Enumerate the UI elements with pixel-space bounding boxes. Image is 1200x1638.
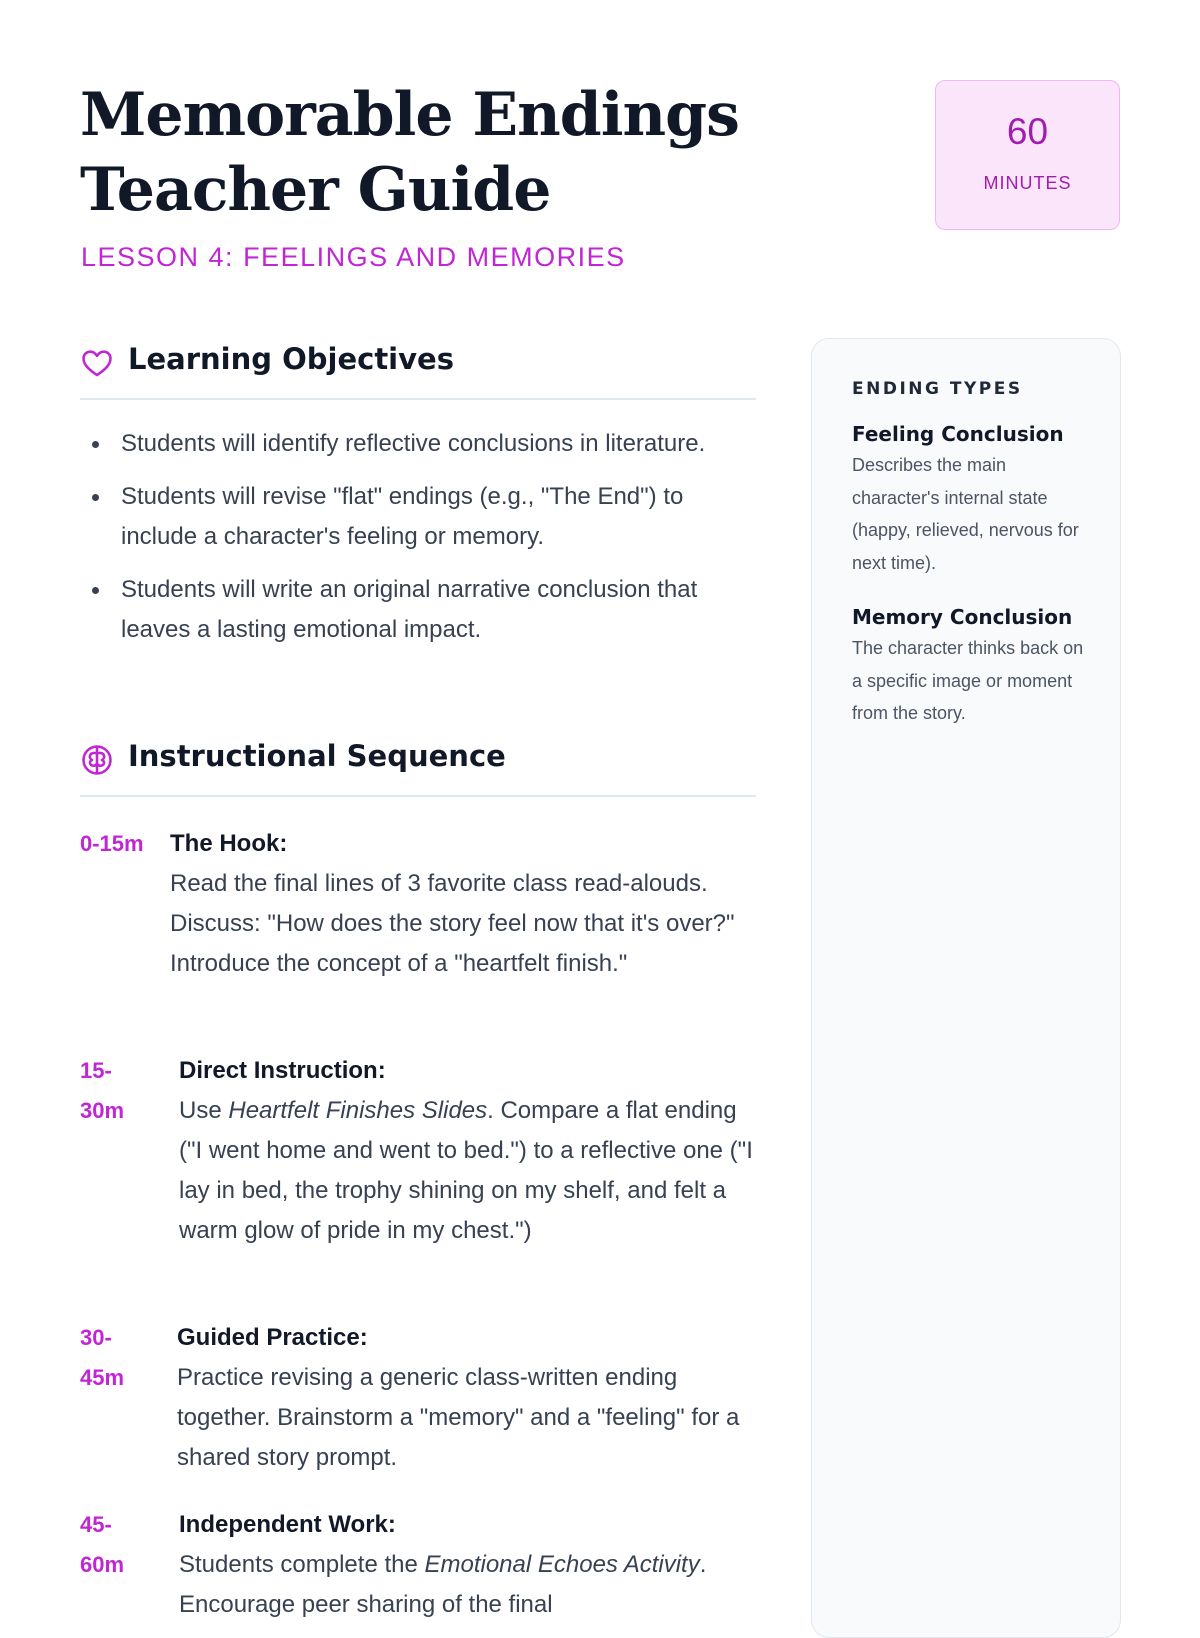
- ending-type-name: Feeling Conclusion: [852, 422, 1064, 446]
- sequence-section-header: [80, 735, 756, 797]
- lesson-subtitle: LESSON 4: FEELINGS AND MEMORIES: [81, 242, 626, 272]
- ending-type-memory: [852, 602, 1092, 730]
- objectives-heading: Learning Objectives: [128, 342, 454, 376]
- step-title: Independent Work:: [179, 1511, 396, 1538]
- step-body: [179, 1505, 756, 1625]
- step-title: The Hook:: [170, 830, 288, 857]
- brain-icon: [80, 743, 114, 777]
- objectives-section-header: [80, 338, 756, 400]
- list-item: Students will write an original narrative conclusion that leaves a lasting emotional impact.: [80, 570, 760, 650]
- activity-title: Emotional Echoes Activity: [424, 1551, 700, 1578]
- objectives-list: [80, 424, 760, 663]
- step-time: 15-30m: [80, 1058, 125, 1123]
- ending-type-name: Memory Conclusion: [852, 605, 1073, 629]
- slides-title: Heartfelt Finishes Slides: [228, 1097, 488, 1124]
- step-description: Students complete the Emotional Echoes Activity. Encourage peer sharing of the final: [179, 1551, 707, 1618]
- step-description: Use Heartfelt Finishes Slides. Compare a flat ending ("I went home and went to bed.") to a reflective one ("I lay in bed, the trophy shining on my shelf, and felt a warm glow of pride in my chest."): [179, 1097, 753, 1244]
- step-time: 45-60m: [80, 1512, 125, 1577]
- step-time: 0-15m: [80, 831, 144, 856]
- duration-value: 60: [1006, 111, 1049, 152]
- ending-types-sidebar: [811, 338, 1121, 1638]
- list-item: Students will identify reflective conclusions in literature.: [80, 424, 760, 464]
- step-time: 30-45m: [80, 1325, 125, 1390]
- step-body: [179, 1051, 756, 1251]
- step-description: Practice revising a generic class-written ending together. Brainstorm a "memory" and a "feeling" for a shared story prompt.: [177, 1364, 740, 1471]
- ending-type-feeling: [852, 419, 1092, 579]
- duration-badge: [935, 80, 1120, 230]
- step-title: Guided Practice:: [177, 1324, 368, 1351]
- ending-type-description: Describes the main character's internal state (happy, relieved, nervous for next time).: [852, 455, 1079, 573]
- step-title: Direct Instruction:: [179, 1057, 386, 1084]
- sidebar-title: ENDING TYPES: [852, 379, 1023, 399]
- list-item: Students will revise "flat" endings (e.g., "The End") to include a character's feeling or memory.: [80, 477, 760, 557]
- duration-unit: MINUTES: [983, 173, 1072, 193]
- step-description: Read the final lines of 3 favorite class read-alouds. Discuss: "How does the story feel now that it's over?" Introduce the concept of a "heartfelt finish.": [170, 870, 735, 977]
- step-body: [177, 1318, 756, 1478]
- heart-icon: [80, 346, 114, 380]
- ending-type-description: The character thinks back on a specific image or moment from the story.: [852, 638, 1084, 723]
- page-title: Memorable Endings Teacher Guide: [80, 80, 739, 225]
- sequence-heading: Instructional Sequence: [128, 739, 506, 773]
- step-body: [170, 824, 756, 984]
